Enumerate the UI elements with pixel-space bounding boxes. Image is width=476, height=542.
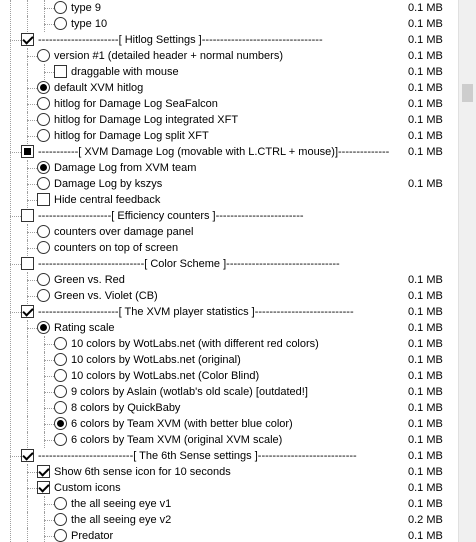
- tree-guide-line: [27, 16, 28, 32]
- tree-connector: [27, 88, 37, 89]
- tree-guide-line: [44, 400, 45, 416]
- tree-option-row[interactable]: [0, 128, 458, 144]
- tree-connector: [27, 248, 37, 249]
- component-size: 0.1 MB: [408, 530, 443, 542]
- tree-option-row[interactable]: [0, 16, 458, 32]
- tree-guide-line: [44, 432, 45, 448]
- option-checkbox[interactable]: [37, 193, 50, 206]
- tree-guide-line: [44, 352, 45, 368]
- option-label[interactable]: counters on top of screen: [54, 242, 179, 254]
- option-radio[interactable]: [37, 49, 50, 62]
- tree-option-row[interactable]: [0, 192, 458, 208]
- option-radio[interactable]: [37, 97, 50, 110]
- tree-option-row[interactable]: [0, 240, 458, 256]
- tree-option-row[interactable]: [0, 464, 458, 480]
- option-checkbox[interactable]: [21, 257, 34, 270]
- option-label[interactable]: -----------[ XVM Damage Log (movable with L.CTRL + mouse)]--------------: [38, 146, 390, 158]
- tree-option-row[interactable]: [0, 0, 458, 16]
- tree-connector: [44, 344, 54, 345]
- tree-option-row[interactable]: [0, 512, 458, 528]
- option-label[interactable]: the all seeing eye v2: [71, 514, 172, 526]
- option-checkbox[interactable]: [21, 305, 34, 318]
- tree-connector: [44, 424, 54, 425]
- option-label[interactable]: Damage Log from XVM team: [54, 162, 197, 174]
- tree-connector: [10, 456, 21, 457]
- tree-guide-line: [27, 64, 28, 80]
- component-size: 0.1 MB: [408, 386, 443, 398]
- component-size: 0.1 MB: [408, 322, 443, 334]
- tree-guide-line: [27, 384, 28, 400]
- option-radio[interactable]: [54, 513, 67, 526]
- tree-option-row[interactable]: [0, 400, 458, 416]
- option-label[interactable]: ----------------------[ The XVM player statistics ]---------------------------: [38, 306, 354, 318]
- option-label[interactable]: Show 6th sense icon for 10 seconds: [54, 466, 231, 478]
- option-checkbox[interactable]: [21, 145, 34, 158]
- tree-guide-line: [27, 368, 28, 384]
- tree-connector: [27, 296, 37, 297]
- component-size: 0.1 MB: [408, 482, 443, 494]
- component-size: 0.1 MB: [408, 434, 443, 446]
- tree-connector: [10, 312, 21, 313]
- option-radio[interactable]: [54, 529, 67, 542]
- tree-connector: [27, 168, 37, 169]
- option-label[interactable]: Hide central feedback: [54, 194, 161, 206]
- tree-connector: [27, 104, 37, 105]
- tree-option-row[interactable]: [0, 528, 458, 542]
- option-label[interactable]: 10 colors by WotLabs.net (with different red colors): [71, 338, 319, 350]
- tree-connector: [44, 24, 54, 25]
- option-label[interactable]: 9 colors by Aslain (wotlab's old scale) [outdated!]: [71, 386, 308, 398]
- option-label[interactable]: --------------------------[ The 6th Sense settings ]---------------------------: [38, 450, 357, 462]
- tree-option-row[interactable]: [0, 432, 458, 448]
- option-radio[interactable]: [54, 401, 67, 414]
- option-radio[interactable]: [54, 337, 67, 350]
- tree-guide-line: [27, 0, 28, 16]
- tree-option-row[interactable]: [0, 384, 458, 400]
- option-label[interactable]: hitlog for Damage Log split XFT: [54, 130, 209, 142]
- option-label[interactable]: Damage Log by kszys: [54, 178, 163, 190]
- tree-option-row[interactable]: [0, 336, 458, 352]
- option-radio[interactable]: [54, 417, 67, 430]
- tree-guide-line: [27, 432, 28, 448]
- tree-section-row[interactable]: [0, 304, 458, 320]
- component-size: 0.1 MB: [408, 130, 443, 142]
- tree-guide-line: [27, 512, 28, 528]
- tree-connector: [10, 40, 21, 41]
- component-size: 0.1 MB: [408, 498, 443, 510]
- option-radio[interactable]: [37, 177, 50, 190]
- tree-guide-line: [27, 288, 28, 304]
- component-size: 0.1 MB: [408, 354, 443, 366]
- option-label[interactable]: counters over damage panel: [54, 226, 194, 238]
- tree-option-row[interactable]: [0, 272, 458, 288]
- tree-guide-line: [27, 96, 28, 112]
- tree-guide-line: [27, 224, 28, 240]
- tree-guide-line: [27, 240, 28, 256]
- option-label[interactable]: Predator: [71, 530, 114, 542]
- component-size: 0.1 MB: [408, 114, 443, 126]
- tree-section-row[interactable]: [0, 448, 458, 464]
- tree-guide-line: [27, 352, 28, 368]
- tree-connector: [44, 408, 54, 409]
- tree-guide-line: [27, 336, 28, 352]
- component-size: 0.1 MB: [408, 290, 443, 302]
- option-checkbox[interactable]: [54, 65, 67, 78]
- option-radio[interactable]: [54, 369, 67, 382]
- option-label[interactable]: 8 colors by QuickBaby: [71, 402, 181, 414]
- tree-guide-line: [27, 416, 28, 432]
- option-checkbox[interactable]: [37, 465, 50, 478]
- tree-connector: [27, 56, 37, 57]
- option-checkbox[interactable]: [37, 481, 50, 494]
- tree-option-row[interactable]: [0, 288, 458, 304]
- component-size: 0.1 MB: [408, 2, 443, 14]
- tree-connector: [44, 536, 54, 537]
- tree-guide-line: [44, 64, 45, 80]
- option-radio[interactable]: [37, 241, 50, 254]
- option-label[interactable]: draggable with mouse: [71, 66, 179, 78]
- option-label[interactable]: Green vs. Violet (CB): [54, 290, 158, 302]
- option-radio[interactable]: [37, 129, 50, 142]
- component-size: 0.1 MB: [408, 82, 443, 94]
- tree-connector: [27, 488, 37, 489]
- component-size: 0.1 MB: [408, 178, 443, 190]
- option-radio[interactable]: [54, 1, 67, 14]
- tree-option-row[interactable]: [0, 416, 458, 432]
- option-radio[interactable]: [37, 161, 50, 174]
- tree-connector: [44, 72, 54, 73]
- tree-guide-line: [27, 320, 28, 336]
- component-size: 0.1 MB: [408, 66, 443, 78]
- tree-guide-line: [27, 160, 28, 176]
- tree-connector: [44, 440, 54, 441]
- option-radio[interactable]: [54, 497, 67, 510]
- tree-connector: [27, 280, 37, 281]
- option-radio[interactable]: [54, 385, 67, 398]
- tree-option-row[interactable]: [0, 368, 458, 384]
- option-label[interactable]: version #1 (detailed header + normal numbers): [54, 50, 283, 62]
- component-size: 0.1 MB: [408, 306, 443, 318]
- component-size: 0.1 MB: [408, 402, 443, 414]
- option-radio[interactable]: [54, 17, 67, 30]
- tree-section-row[interactable]: [0, 32, 458, 48]
- option-radio[interactable]: [54, 433, 67, 446]
- tree-option-row[interactable]: [0, 320, 458, 336]
- option-label[interactable]: Green vs. Red: [54, 274, 125, 286]
- component-size: 0.2 MB: [408, 514, 443, 526]
- option-checkbox[interactable]: [21, 449, 34, 462]
- option-label[interactable]: hitlog for Damage Log SeaFalcon: [54, 98, 218, 110]
- option-checkbox[interactable]: [21, 209, 34, 222]
- option-label[interactable]: -----------------------------[ Color Scheme ]-------------------------------: [38, 258, 340, 270]
- tree-guide-line: [44, 368, 45, 384]
- option-label[interactable]: 6 colors by Team XVM (with better blue color): [71, 418, 293, 430]
- tree-guide-line: [27, 48, 28, 64]
- component-size: 0.1 MB: [408, 450, 443, 462]
- tree-connector: [44, 360, 54, 361]
- tree-connector: [10, 264, 21, 265]
- tree-guide-line: [27, 496, 28, 512]
- option-radio[interactable]: [37, 321, 50, 334]
- tree-connector: [44, 8, 54, 9]
- tree-connector: [27, 472, 37, 473]
- tree-option-row[interactable]: [0, 64, 458, 80]
- component-size: 0.1 MB: [408, 98, 443, 110]
- option-radio[interactable]: [37, 113, 50, 126]
- tree-section-row[interactable]: [0, 144, 458, 160]
- option-label[interactable]: Rating scale: [54, 322, 115, 334]
- option-label[interactable]: --------------------[ Efficiency counters ]------------------------: [38, 210, 304, 222]
- tree-option-row[interactable]: [0, 480, 458, 496]
- tree-option-row[interactable]: [0, 80, 458, 96]
- tree-guide-line: [44, 512, 45, 528]
- option-label[interactable]: type 9: [71, 2, 101, 14]
- vertical-scrollbar[interactable]: [458, 0, 476, 542]
- tree-connector: [10, 152, 21, 153]
- tree-connector: [44, 376, 54, 377]
- option-label[interactable]: default XVM hitlog: [54, 82, 144, 94]
- tree-guide-line: [27, 80, 28, 96]
- tree-guide-line: [27, 176, 28, 192]
- tree-guide-line: [27, 464, 28, 480]
- tree-connector: [27, 136, 37, 137]
- tree-option-row[interactable]: [0, 224, 458, 240]
- component-size: 0.1 MB: [408, 274, 443, 286]
- component-size: 0.1 MB: [408, 418, 443, 430]
- option-label[interactable]: 6 colors by Team XVM (original XVM scale): [71, 434, 283, 446]
- option-label[interactable]: ----------------------[ Hitlog Settings ]---------------------------------: [38, 34, 323, 46]
- tree-option-row[interactable]: [0, 176, 458, 192]
- tree-guide-line: [44, 496, 45, 512]
- tree-connector: [10, 216, 21, 217]
- option-radio[interactable]: [37, 289, 50, 302]
- scrollbar-thumb[interactable]: [462, 84, 473, 102]
- component-size: 0.1 MB: [408, 338, 443, 350]
- tree-guide-line: [27, 528, 28, 542]
- tree-connector: [27, 232, 37, 233]
- option-label[interactable]: 10 colors by WotLabs.net (Color Blind): [71, 370, 260, 382]
- component-size: 0.1 MB: [408, 146, 443, 158]
- component-size: 0.1 MB: [408, 50, 443, 62]
- tree-guide-line: [27, 128, 28, 144]
- option-radio[interactable]: [37, 273, 50, 286]
- component-size: 0.1 MB: [408, 34, 443, 46]
- tree-connector: [44, 392, 54, 393]
- option-radio[interactable]: [37, 225, 50, 238]
- tree-guide-line: [44, 384, 45, 400]
- tree-guide-line: [27, 272, 28, 288]
- component-size: 0.1 MB: [408, 370, 443, 382]
- option-label[interactable]: hitlog for Damage Log integrated XFT: [54, 114, 239, 126]
- tree-option-row[interactable]: [0, 48, 458, 64]
- tree-option-row[interactable]: [0, 96, 458, 112]
- tree-option-row[interactable]: [0, 160, 458, 176]
- tree-guide-line: [44, 416, 45, 432]
- tree-guide-line: [44, 336, 45, 352]
- tree-guide-line: [44, 528, 45, 542]
- option-label[interactable]: type 10: [71, 18, 108, 30]
- tree-connector: [27, 328, 37, 329]
- component-size: 0.1 MB: [408, 18, 443, 30]
- tree-option-row[interactable]: [0, 496, 458, 512]
- tree-option-row[interactable]: [0, 352, 458, 368]
- tree-option-row[interactable]: [0, 112, 458, 128]
- tree-guide-line: [27, 400, 28, 416]
- tree-section-row[interactable]: [0, 256, 458, 272]
- tree-guide-line: [44, 0, 45, 16]
- component-size: 0.1 MB: [408, 466, 443, 478]
- tree-section-row[interactable]: [0, 208, 458, 224]
- option-radio[interactable]: [37, 81, 50, 94]
- option-label[interactable]: 10 colors by WotLabs.net (original): [71, 354, 241, 366]
- tree-connector: [27, 200, 37, 201]
- tree-guide-line: [44, 16, 45, 32]
- tree-guide-line: [27, 192, 28, 208]
- option-label[interactable]: the all seeing eye v1: [71, 498, 172, 510]
- tree-connector: [27, 120, 37, 121]
- option-label[interactable]: Custom icons: [54, 482, 121, 494]
- option-radio[interactable]: [54, 353, 67, 366]
- tree-guide-line: [27, 480, 28, 496]
- tree-connector: [27, 184, 37, 185]
- tree-connector: [44, 520, 54, 521]
- tree-guide-line: [27, 112, 28, 128]
- option-checkbox[interactable]: [21, 33, 34, 46]
- tree-connector: [44, 504, 54, 505]
